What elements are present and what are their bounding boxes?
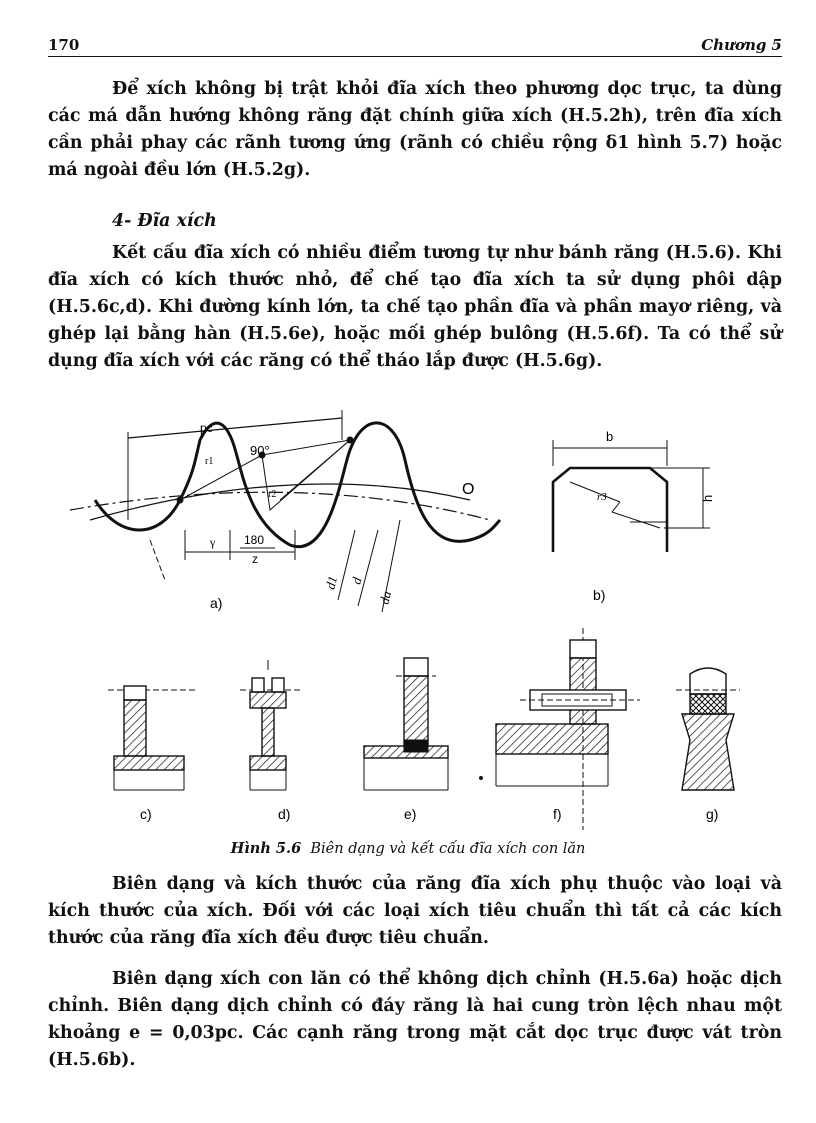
diagram-e bbox=[364, 658, 448, 790]
section-heading: 4- Đĩa xích bbox=[112, 211, 217, 231]
diagram-f bbox=[480, 628, 641, 830]
label-d1: d1 bbox=[322, 574, 341, 591]
diagram-b-tooth-section bbox=[553, 440, 710, 552]
diagram-g bbox=[676, 668, 740, 790]
paragraph-sprocket-structure: Kết cấu đĩa xích có nhiều điểm tương tự như bánh răng (H.5.6). Khi đĩa xích có kích thước nhỏ, để chế tạo đĩa xích ta sử dụng phôi dập (H.5.6c,d). Khi đường kính lớn, ta chế tạo phần đĩa và phần mayơ riêng, và ghép lại bằng hàn (H.5.6e), hoặc mối ghép bulông (H.5.6f). Ta có thể sử dụng đĩa xích với các răng có thể tháo lắp được (H.5.6g). bbox=[48, 243, 782, 371]
label-sub-d: d) bbox=[278, 806, 291, 822]
label-h: h bbox=[700, 494, 715, 502]
chapter-title: Chương 5 bbox=[701, 36, 782, 54]
label-da: da bbox=[376, 589, 395, 606]
label-sub-c: c) bbox=[140, 806, 152, 822]
figure-caption bbox=[0, 840, 816, 857]
paragraph-chain-guide: Để xích không bị trật khỏi đĩa xích theo phương dọc trục, ta dùng các má dẫn hướng không răng đặt chính giữa xích (H.5.2h), trên đĩa xích cần phải phay các rãnh tương ứng (rãnh có chiều rộng δ1 hình 5.7) hoặc má ngoài đều lớn (H.5.2g). bbox=[48, 79, 782, 180]
paragraph-tooth-profile: Biên dạng và kích thước của răng đĩa xích phụ thuộc vào loại và kích thước của xích. Đối với các loại xích tiêu chuẩn thì tất cả các kích thước của răng đĩa xích đều được tiêu chuẩn. bbox=[48, 874, 782, 948]
label-pc: pc bbox=[200, 421, 213, 435]
diagram-a-tooth-profile bbox=[70, 410, 500, 612]
label-gamma: γ bbox=[210, 535, 216, 549]
label-sub-e: e) bbox=[404, 806, 417, 822]
label-r1: r1 bbox=[205, 456, 214, 467]
label-90deg: 90° bbox=[250, 443, 270, 458]
label-d: d bbox=[348, 575, 365, 586]
diagram-c bbox=[108, 686, 195, 790]
caption-label: Hình 5.6 bbox=[230, 840, 302, 857]
label-sub-g: g) bbox=[706, 806, 719, 822]
label-z: z bbox=[252, 552, 258, 566]
label-b: b bbox=[606, 429, 614, 444]
paragraph-roller-profile: Biên dạng xích con lăn có thể không dịch chỉnh (H.5.6a) hoặc dịch chỉnh. Biên dạng dịch chỉnh có đáy răng là hai cung tròn lệch nhau một khoảng e = 0,03pc. Các cạnh răng trong mặt cắt dọc trục được vát tròn (H.5.6b). bbox=[48, 969, 782, 1070]
caption-text: Biên dạng và kết cấu đĩa xích con lăn bbox=[310, 841, 586, 857]
label-o: O bbox=[462, 481, 475, 498]
label-180: 180 bbox=[244, 533, 265, 547]
label-r2: r2 bbox=[268, 489, 277, 500]
label-sub-b: b) bbox=[593, 587, 606, 603]
page-number: 170 bbox=[48, 36, 80, 54]
label-r3: r3 bbox=[597, 491, 607, 503]
label-sub-a: a) bbox=[210, 595, 223, 611]
diagram-d bbox=[240, 660, 300, 790]
label-sub-f: f) bbox=[553, 806, 562, 822]
